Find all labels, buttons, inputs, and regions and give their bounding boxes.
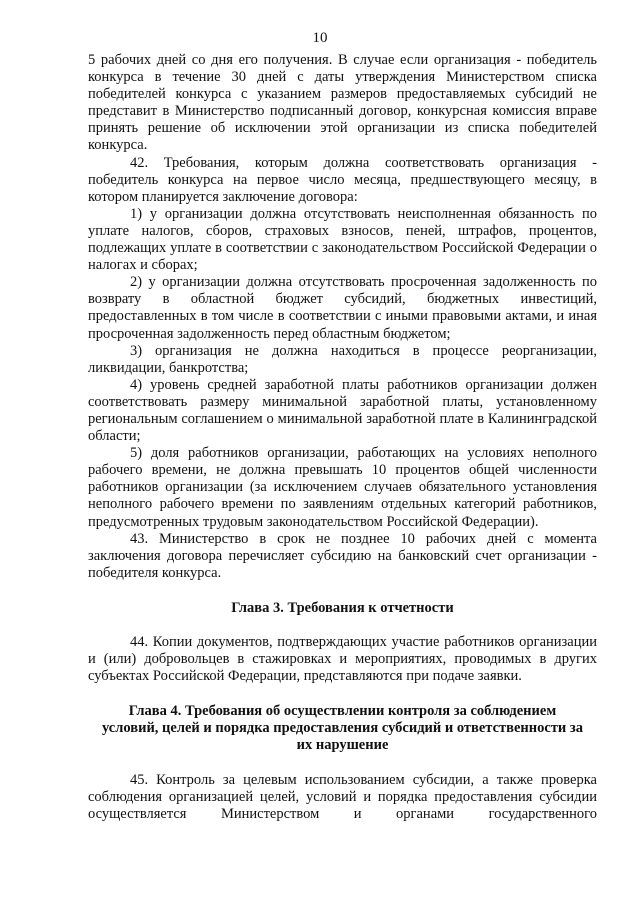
document-body [88,52,597,823]
paragraph-45: 45. Контроль за целевым использованием субсидии, а также проверка соблюдения организацией целей, условий и порядка предоставления субсидии осуществляется Министерством и органами государственного [88,771,597,822]
chapter-4-heading-line-3: их нарушение [296,737,389,754]
chapter-4-heading-line-2: условий, целей и порядка предоставления субсидий и ответственности за [102,720,583,737]
paragraph-continuation: 5 рабочих дней со дня его получения. В случае если организация - победитель конкурса в течение 30 дней с даты утверждения Министерством списка победителей конкурса с указанием размеров предоставляемых субсидий не представит в Министерство подписанный договор, конкурсная комиссия вправе принять решение об исключении этой организации из списка победителей конкурса. [88,52,597,154]
paragraph-42: 42. Требования, которым должна соответствовать организация - победитель конкурса на первое число месяца, предшествующего месяцу, в котором планируется заключение договора: [88,154,597,205]
list-item-2: 2) у организации должна отсутствовать просроченная задолженность по возврату в областной бюджет субсидий, бюджетных инвестиций, предоставленных в том числе в соответствии с иными правовыми актами, и иная просроченная задолженность перед областным бюджетом; [88,274,597,342]
list-item-3: 3) организация не должна находиться в процессе реорганизации, ликвидации, банкротства; [88,342,597,376]
list-item-1: 1) у организации должна отсутствовать неисполненная обязанность по уплате налогов, сборов, страховых взносов, пеней, штрафов, процентов, подлежащих уплате в соответствии с законодательством Российской Федерации о налогах и сборах; [88,205,597,274]
paragraph-43: 43. Министерство в срок не позднее 10 рабочих дней с момента заключения договора перечисляет субсидию на банковский счет организации - победителя конкурса. [88,530,597,581]
list-item-5: 5) доля работников организации, работающих на условиях неполного рабочего времени, не должна превышать 10 процентов общей численности работников организации (за исключением случаев обязательного установления неполного рабочего времени по заявлениям отдельных категорий работников, предусмотренных трудовым законодательством Российской Федерации). [88,445,597,530]
paragraph-44: 44. Копии документов, подтверждающих участие работников организации и (или) добровольцев в стажировках и мероприятиях, проводимых в других субъектах Российской Федерации, представляются при подаче заявки. [88,634,597,685]
list-item-4: 4) уровень средней заработной платы работников организации должен соответствовать размеру минимальной заработной платы, установленному региональным соглашением о минимальной заработной плате в Калининградской области; [88,376,597,445]
page-number: 10 [312,30,328,46]
chapter-3-heading: Глава 3. Требования к отчетности [231,599,454,616]
chapter-4-heading-line-1: Глава 4. Требования об осуществлении контроля за соблюдением [128,703,557,720]
